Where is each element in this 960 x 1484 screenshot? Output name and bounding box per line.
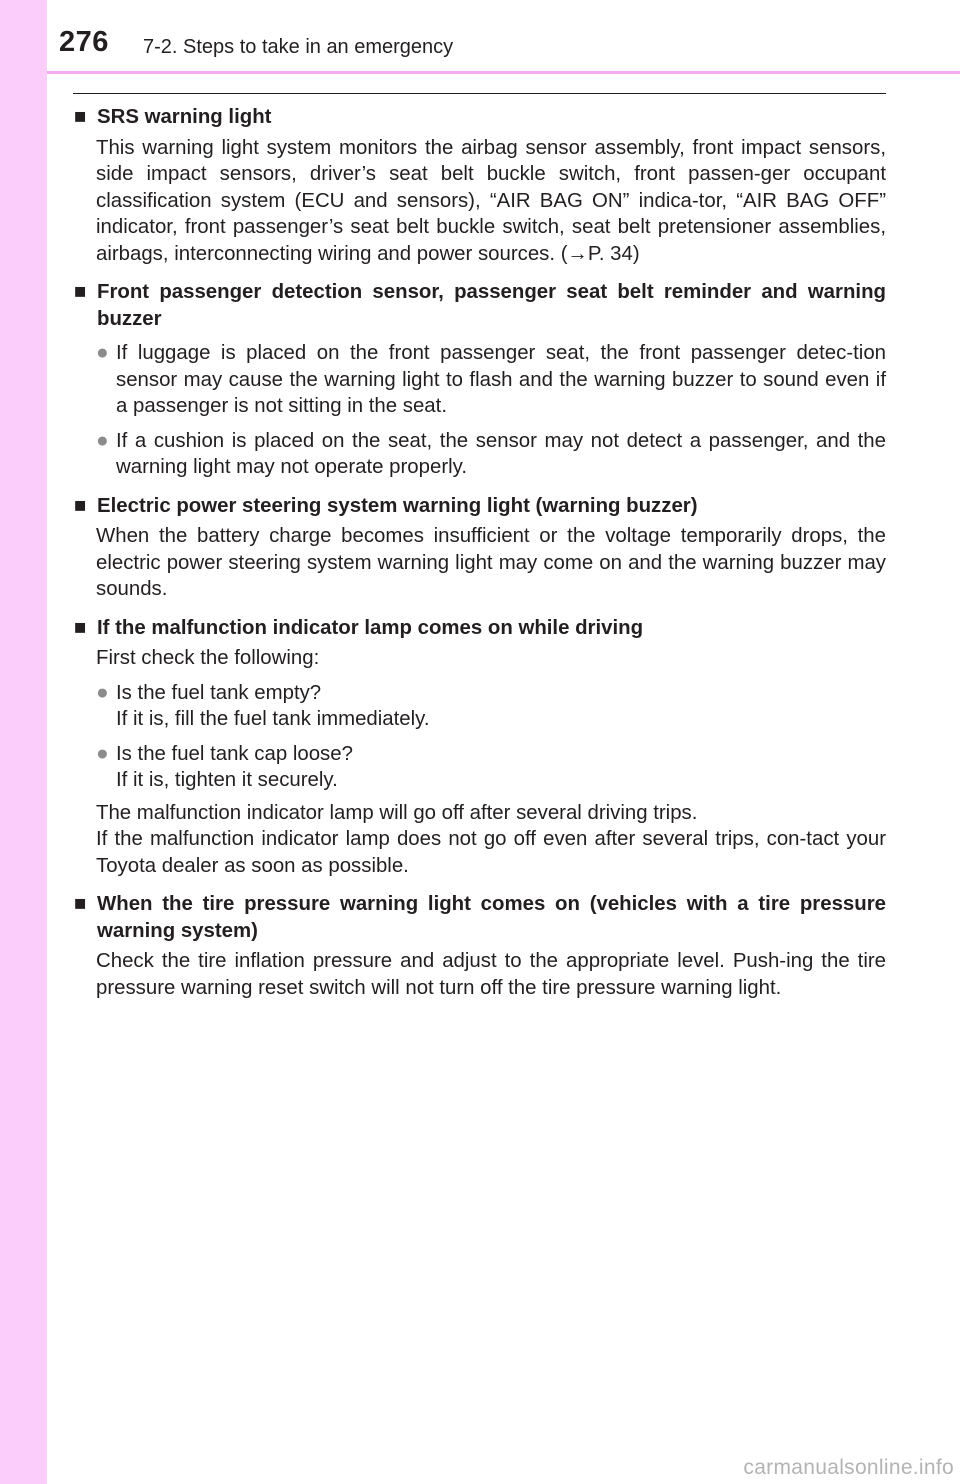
square-bullet-icon: ■ — [74, 616, 87, 639]
list-item — [96, 680, 886, 733]
list-item-text: If luggage is placed on the front passenger seat, the front passenger detec-tion sensor may cause the warning light to flash and the warning buzzer to sound even if a passenger is not sitting in the seat. — [116, 342, 886, 417]
section-tire-pressure-warning — [73, 891, 886, 1001]
square-bullet-icon: ■ — [74, 893, 87, 915]
list-item-text: Is the fuel tank cap loose? If it is, tighten it securely. — [116, 742, 353, 791]
list-item-text: Is the fuel tank empty? If it is, fill the fuel tank immediately. — [116, 681, 430, 730]
circle-bullet-icon: ● — [96, 680, 109, 704]
paragraph: The malfunction indicator lamp will go off after several driving trips. If the malfunction indicator lamp does not go off even after several trips, con-tact your Toyota dealer as soon as possible. — [96, 801, 886, 877]
watermark: carmanualsonline.info — [743, 1456, 954, 1479]
paragraph: First check the following: — [96, 647, 320, 669]
list-item — [96, 428, 886, 481]
paragraph: When the battery charge becomes insufficient or the voltage temporarily drops, the electric power steering system warning light may come on and the warning buzzer may sounds. — [96, 525, 886, 600]
square-bullet-icon: ■ — [74, 281, 87, 303]
section-heading: If the malfunction indicator lamp comes on while driving — [97, 616, 644, 639]
section-heading: Front passenger detection sensor, passenger seat belt reminder and warning buzzer — [97, 281, 886, 330]
section-front-passenger-detection — [73, 279, 886, 481]
list-item — [96, 741, 886, 794]
page-side-tab — [0, 0, 47, 1484]
circle-bullet-icon: ● — [96, 741, 109, 765]
section-heading: When the tire pressure warning light comes on (vehicles with a tire pressure warning system) — [97, 893, 886, 942]
section-title: 7-2. Steps to take in an emergency — [143, 36, 454, 58]
section-srs-warning-light — [73, 104, 886, 267]
paragraph: This warning light system monitors the airbag sensor assembly, front impact sensors, side impact sensors, driver’s seat belt buckle switch, front passen-ger occupant classification system (ECU and sensors), “AIR BAG ON” indica-tor, “AIR BAG OFF” indicator, front passenger’s seat belt buckle switch, seat belt pretensioner assemblies, airbags, interconnecting wiring and power sources. (→P. 34) — [96, 136, 886, 265]
paragraph: Check the tire inflation pressure and adjust to the appropriate level. Push-ing the tire pressure warning reset switch will not turn off the tire pressure warning light. — [96, 950, 886, 999]
page-content — [73, 104, 886, 1001]
page-number: 276 — [59, 26, 109, 58]
circle-bullet-icon: ● — [96, 341, 109, 364]
square-bullet-icon: ■ — [74, 106, 87, 128]
section-malfunction-indicator-lamp — [73, 615, 886, 880]
list-item-text: If a cushion is placed on the seat, the sensor may not detect a passenger, and the warning light may not operate properly. — [116, 429, 886, 478]
header-divider — [47, 71, 960, 74]
section-electric-power-steering — [73, 493, 886, 603]
circle-bullet-icon: ● — [96, 428, 109, 452]
section-heading: Electric power steering system warning light (warning buzzer) — [97, 494, 698, 517]
section-heading: SRS warning light — [97, 106, 272, 128]
content-top-rule — [73, 93, 886, 94]
square-bullet-icon: ■ — [74, 494, 87, 517]
list-item — [96, 340, 886, 420]
